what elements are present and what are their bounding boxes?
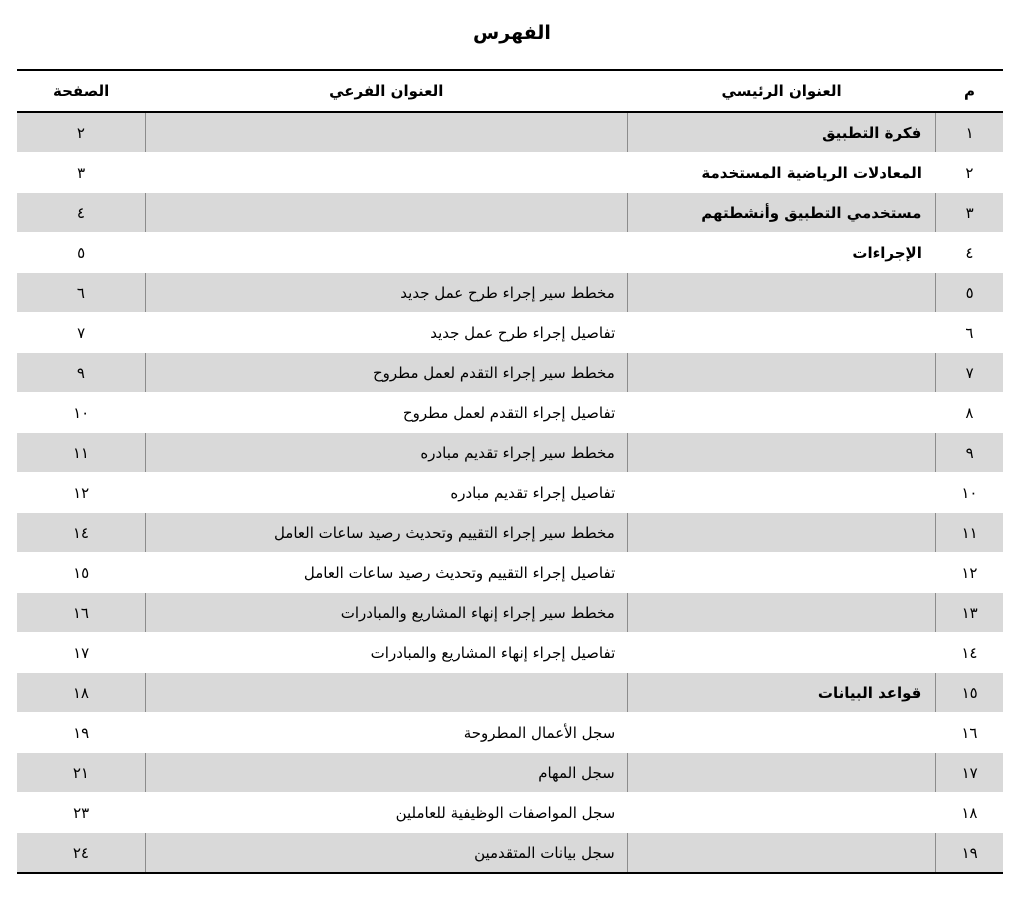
row-main-title: المعادلات الرياضية المستخدمة: [627, 153, 936, 193]
row-main-title: [627, 353, 936, 393]
row-page: ١١: [17, 433, 145, 473]
table-row: [17, 112, 1003, 153]
row-sub-title: [145, 673, 627, 713]
table-row: [17, 833, 1003, 874]
row-main-title: قواعد البيانات: [627, 673, 936, 713]
row-page: ٤: [17, 193, 145, 233]
row-page: ٢١: [17, 753, 145, 793]
row-main-title: [627, 473, 936, 513]
row-sub-title: مخطط سير إجراء التقييم وتحديث رصيد ساعات العامل: [145, 513, 627, 553]
table-row: [17, 273, 1003, 313]
row-sub-title: سجل بيانات المتقدمين: [145, 833, 627, 874]
row-sub-title: [145, 233, 627, 273]
row-page: ١٦: [17, 593, 145, 633]
row-page: ١٢: [17, 473, 145, 513]
row-page: ١٧: [17, 633, 145, 673]
row-main-title: [627, 553, 936, 593]
row-num: ٥: [936, 273, 1003, 313]
table-row: [17, 553, 1003, 593]
table-row: [17, 673, 1003, 713]
row-num: ١٨: [936, 793, 1003, 833]
row-page: ٥: [17, 233, 145, 273]
row-sub-title: تفاصيل إجراء التقييم وتحديث رصيد ساعات العامل: [145, 553, 627, 593]
row-page: ١٨: [17, 673, 145, 713]
row-num: ٧: [936, 353, 1003, 393]
row-page: ٧: [17, 313, 145, 353]
row-sub-title: سجل المواصفات الوظيفية للعاملين: [145, 793, 627, 833]
table-row: [17, 153, 1003, 193]
row-num: ٢: [936, 153, 1003, 193]
row-sub-title: تفاصيل إجراء تقديم مبادره: [145, 473, 627, 513]
toc-table: [17, 69, 1003, 874]
row-num: ١٣: [936, 593, 1003, 633]
table-row: [17, 633, 1003, 673]
row-main-title: [627, 793, 936, 833]
row-num: ٣: [936, 193, 1003, 233]
row-num: ٤: [936, 233, 1003, 273]
row-num: ٩: [936, 433, 1003, 473]
row-sub-title: [145, 193, 627, 233]
row-num: ١١: [936, 513, 1003, 553]
row-main-title: الإجراءات: [627, 233, 936, 273]
row-page: ٩: [17, 353, 145, 393]
toc-body: [17, 112, 1003, 873]
row-sub-title: [145, 112, 627, 153]
row-main-title: [627, 433, 936, 473]
row-sub-title: تفاصيل إجراء طرح عمل جديد: [145, 313, 627, 353]
row-num: ٨: [936, 393, 1003, 433]
table-row: [17, 433, 1003, 473]
table-row: [17, 473, 1003, 513]
row-main-title: [627, 313, 936, 353]
row-sub-title: سجل الأعمال المطروحة: [145, 713, 627, 753]
page-title: الفهرس: [473, 22, 551, 44]
row-page: ٢: [17, 112, 145, 153]
row-main-title: [627, 633, 936, 673]
row-num: ١٢: [936, 553, 1003, 593]
row-main-title: [627, 513, 936, 553]
row-main-title: [627, 393, 936, 433]
row-sub-title: مخطط سير إجراء تقديم مبادره: [145, 433, 627, 473]
header-sub-title: العنوان الفرعي: [145, 70, 627, 112]
row-main-title: [627, 833, 936, 874]
table-row: [17, 313, 1003, 353]
header-main-title: العنوان الرئيسي: [627, 70, 936, 112]
table-row: [17, 753, 1003, 793]
row-main-title: [627, 273, 936, 313]
table-row: [17, 593, 1003, 633]
row-main-title: [627, 593, 936, 633]
row-main-title: فكرة التطبيق: [627, 112, 936, 153]
table-row: [17, 393, 1003, 433]
row-sub-title: [145, 153, 627, 193]
row-num: ١٤: [936, 633, 1003, 673]
row-sub-title: مخطط سير إجراء طرح عمل جديد: [145, 273, 627, 313]
row-main-title: [627, 753, 936, 793]
row-sub-title: مخطط سير إجراء التقدم لعمل مطروح: [145, 353, 627, 393]
table-row: [17, 513, 1003, 553]
row-num: ١: [936, 112, 1003, 153]
row-page: ١٤: [17, 513, 145, 553]
row-sub-title: تفاصيل إجراء التقدم لعمل مطروح: [145, 393, 627, 433]
row-num: ١٦: [936, 713, 1003, 753]
row-page: ٢٤: [17, 833, 145, 874]
row-page: ١٠: [17, 393, 145, 433]
table-row: [17, 713, 1003, 753]
row-sub-title: مخطط سير إجراء إنهاء المشاريع والمبادرات: [145, 593, 627, 633]
row-num: ١٥: [936, 673, 1003, 713]
row-page: ١٩: [17, 713, 145, 753]
row-page: ٦: [17, 273, 145, 313]
table-header-row: [17, 70, 1003, 112]
row-num: ١٧: [936, 753, 1003, 793]
row-main-title: مستخدمي التطبيق وأنشطتهم: [627, 193, 936, 233]
table-row: [17, 193, 1003, 233]
row-sub-title: سجل المهام: [145, 753, 627, 793]
row-page: ٢٣: [17, 793, 145, 833]
row-num: ١٠: [936, 473, 1003, 513]
table-row: [17, 353, 1003, 393]
row-sub-title: تفاصيل إجراء إنهاء المشاريع والمبادرات: [145, 633, 627, 673]
row-main-title: [627, 713, 936, 753]
header-num: م: [936, 70, 1003, 112]
row-page: ٣: [17, 153, 145, 193]
row-num: ٦: [936, 313, 1003, 353]
row-num: ١٩: [936, 833, 1003, 874]
table-row: [17, 793, 1003, 833]
header-page: الصفحة: [17, 70, 145, 112]
row-page: ١٥: [17, 553, 145, 593]
table-row: [17, 233, 1003, 273]
